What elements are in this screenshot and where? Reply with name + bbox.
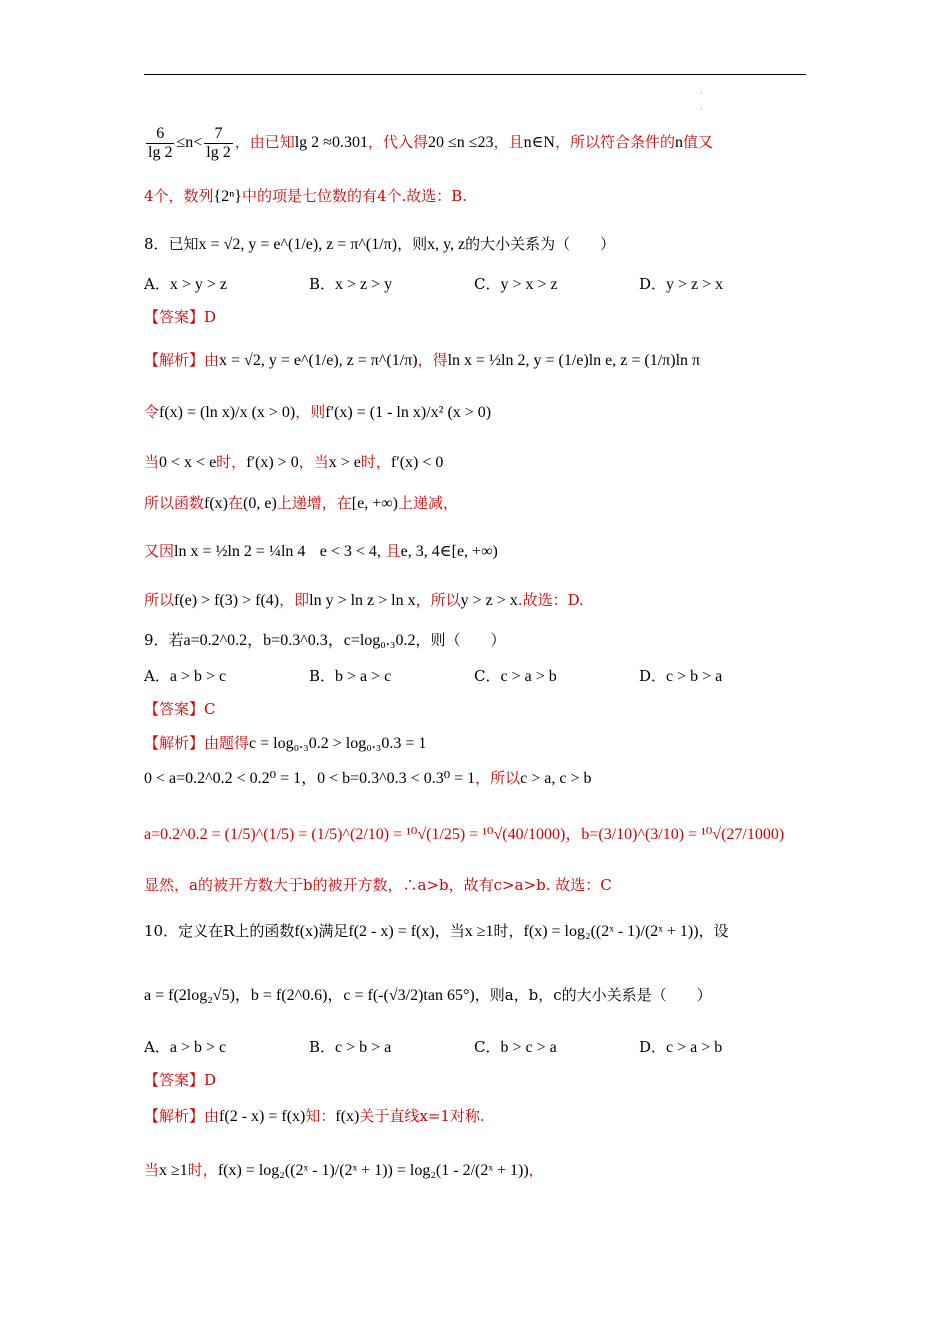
- q10-stem-2: a = f(2log₂√5)，b = f(2^0.6)，c = f(-(√3/2)tan 65°)，则a，b，c的大小关系是（ ）: [144, 986, 712, 1004]
- q9-option-d: D．c > b > a: [639, 667, 723, 685]
- q9-analysis-3: a=0.2^0.2 = (1/5)^(1/5) = (1/5)^(2/10) = ¹⁰√(1/25) = ¹⁰√(40/1000)，b=(3/10)^(3/10) = ¹⁰√(27/1000): [144, 826, 785, 843]
- q9-stem: 9．若a=0.2^0.2，b=0.3^0.3，c=log₀.₃0.2，则（ ）: [144, 631, 506, 649]
- q8-option-b: B．x > z > y: [309, 275, 393, 293]
- q10-stem-1: 10．定义在R上的函数f(x)满足f(2 - x) = f(x)，当x ≥1时，f(x) = log₂((2ˣ - 1)/(2ˣ + 1))，设: [144, 922, 729, 940]
- q8-answer: 【答案】D: [144, 308, 217, 326]
- q10-option-d: D．c > a > b: [639, 1038, 723, 1056]
- q10-option-a: A．a > b > c: [144, 1038, 227, 1056]
- q9-analysis-2: 0 < a=0.2^0.2 < 0.2⁰ = 1，0 < b=0.3^0.3 < 0.3⁰ = 1，所以c > a, c > b: [144, 769, 592, 787]
- q9-answer: 【答案】C: [144, 700, 216, 718]
- q10-options: [144, 1037, 810, 1058]
- q10-analysis-1: 【解析】由f(2 - x) = f(x)知：f(x)关于直线x=1对称.: [144, 1107, 485, 1125]
- q10-option-b: B．c > b > a: [309, 1038, 392, 1056]
- q8-analysis-5: 又因ln x = ½ln 2 = ¼ln 4 e < 3 < 4, 且e, 3, 4∈[e, +∞): [144, 542, 498, 560]
- corner-marks: · ·: [700, 89, 703, 114]
- q8-analysis-1: 【解析】由x = √2, y = e^(1/e), z = π^(1/π)，得ln x = ½ln 2, y = (1/e)ln e, z = (1/π)ln π: [144, 351, 701, 369]
- q8-analysis-2: 令f(x) = (ln x)/x (x > 0)，则f′(x) = (1 - ln x)/x² (x > 0): [144, 403, 492, 421]
- fraction-7-lg2: $\frac{7}{\lg 2}$: [206, 124, 231, 161]
- q8-option-a: A．x > y > z: [144, 275, 227, 293]
- q10-option-c: C．b > c > a: [474, 1038, 557, 1056]
- q8-option-c: C．y > x > z: [474, 275, 558, 293]
- q9-option-c: C．c > a > b: [474, 667, 557, 685]
- q10-answer: 【答案】D: [144, 1071, 217, 1089]
- fraction-6-lg2: $\frac{6}{\lg 2}$: [148, 124, 173, 161]
- q9-option-a: A．a > b > c: [144, 667, 227, 685]
- header-rule: [144, 74, 806, 75]
- q9-options: [144, 666, 810, 687]
- q10-analysis-2: 当x ≥1时，f(x) = log₂((2ˣ - 1)/(2ˣ + 1)) = log₂(1 - 2/(2ˣ + 1))，: [144, 1161, 544, 1179]
- q8-analysis-3: 当0 < x < e时，f′(x) > 0，当x > e时，f′(x) < 0: [144, 453, 444, 471]
- q8-options: [144, 274, 810, 295]
- q8-stem: 8．已知x = √2, y = e^(1/e), z = π^(1/π)，则x, y, z的大小关系为（ ）: [144, 235, 616, 253]
- q9-analysis-4: 显然，a的被开方数大于b的被开方数，∴a>b，故有c>a>b. 故选：C: [144, 876, 612, 894]
- q9-analysis-1: 【解析】由题得c = log₀.₃0.2 > log₀.₃0.3 = 1: [144, 734, 427, 752]
- q8-analysis-6: 所以f(e) > f(3) > f(4)，即ln y > ln z > ln x，所以y > z > x.故选：D.: [144, 591, 584, 609]
- continuation-line-2: 4个，数列{2ⁿ}中的项是七位数的有4个.故选：B.: [144, 187, 468, 205]
- q8-analysis-4: 所以函数f(x)在(0, e)上递增，在[e, +∞)上递减，: [144, 494, 458, 512]
- q8-option-d: D．y > z > x: [639, 275, 724, 293]
- continuation-line-1: $\frac{6}{\lg 2}$ ≤n< $\frac{7}{\lg 2}$ ，由已知lg 2 ≈0.301，代入得20 ≤n ≤23，且n∈N，所以符合条件的n值又: [148, 124, 713, 161]
- q9-option-b: B．b > a > c: [309, 667, 392, 685]
